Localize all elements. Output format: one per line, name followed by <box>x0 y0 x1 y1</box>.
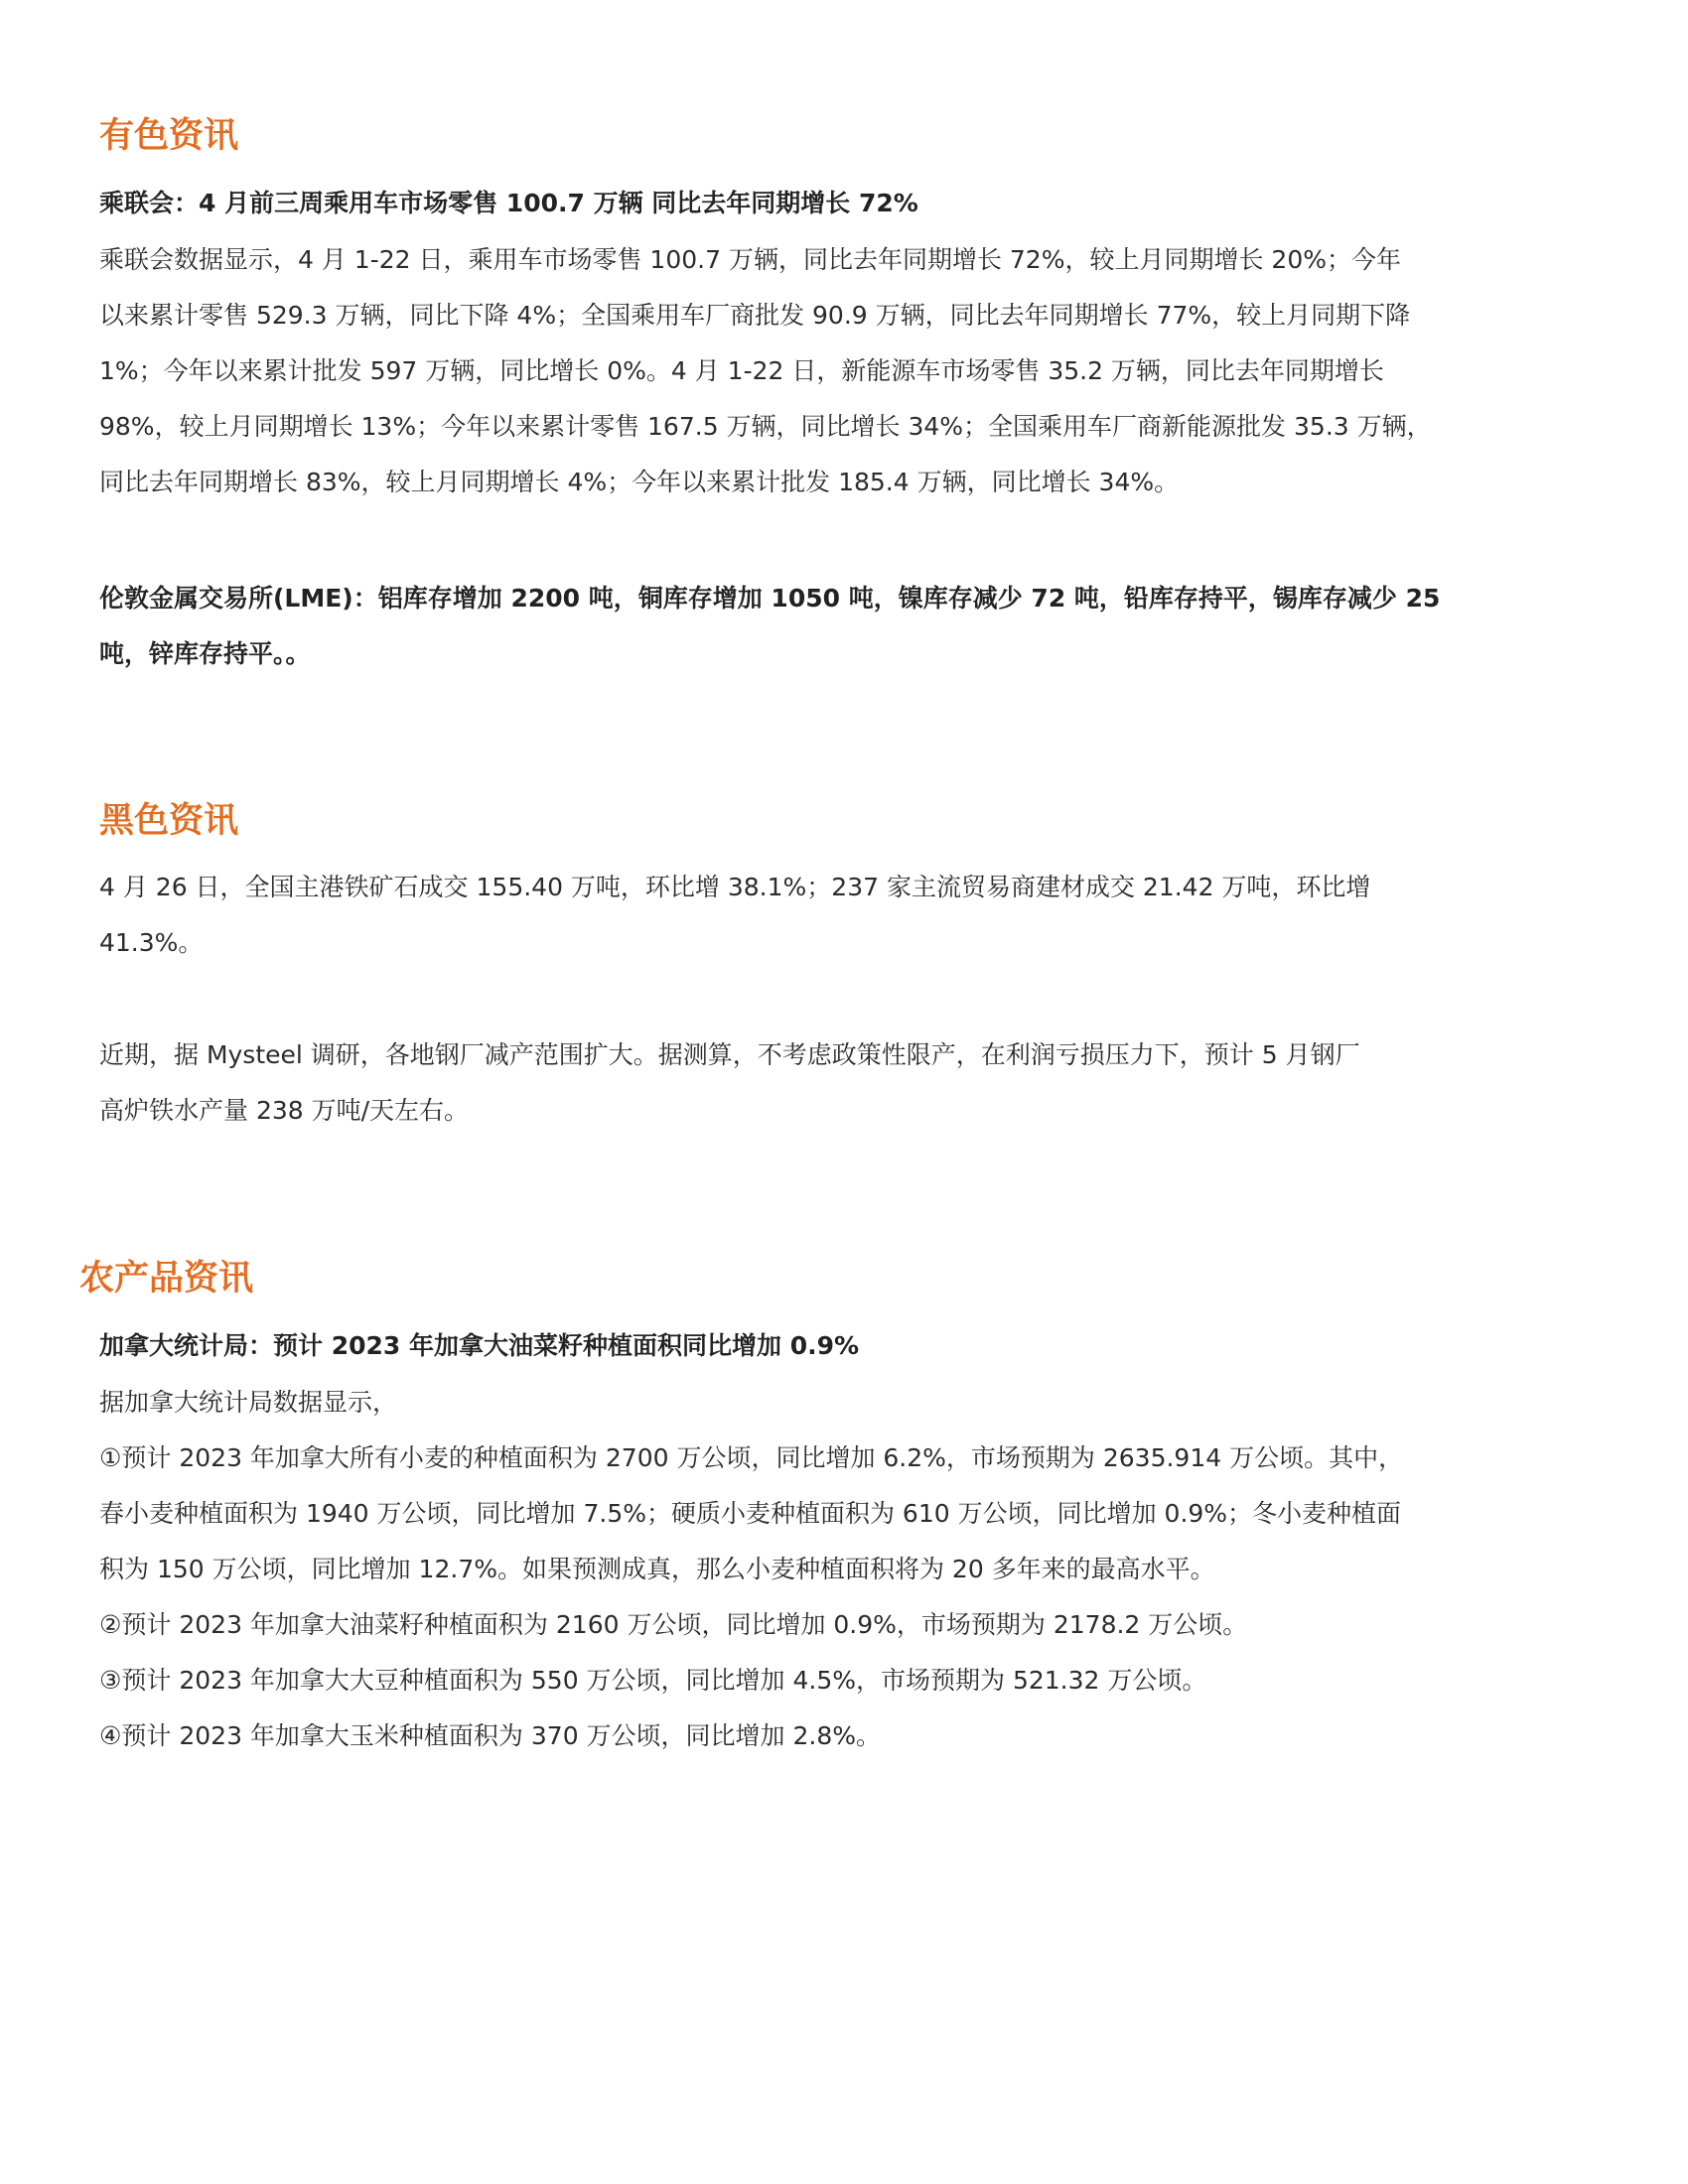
section-title-agri: 农产品资讯 <box>79 1259 254 1298</box>
paragraph-statcan <box>99 1375 1569 1764</box>
text-line: 吨，锌库存持平。。 <box>99 639 311 668</box>
paragraph-cpca <box>99 232 1569 510</box>
headline-statcan: 加拿大统计局：预计 2023 年加拿大油菜籽种植面积同比增加 0.9% <box>99 1331 860 1360</box>
text-line: ④预计 2023 年加拿大玉米种植面积为 370 万公顷，同比增加 2.8%。 <box>99 1721 882 1750</box>
text-line: 乘联会数据显示，4 月 1-22 日，乘用车市场零售 100.7 万辆，同比去年同期增长 72%，较上月同期增长 20%；今年 <box>99 245 1401 274</box>
section-title-nonferrous: 有色资讯 <box>99 116 239 156</box>
text-line: 近期，据 Mysteel 调研，各地钢厂减产范围扩大。据测算，不考虑政策性限产，在利润亏损压力下，预计 5 月钢厂 <box>99 1040 1360 1069</box>
text-line: 积为 150 万公顷，同比增加 12.7%。如果预测成真，那么小麦种植面积将为 20 多年来的最高水平。 <box>99 1555 1215 1583</box>
text-line: 以来累计零售 529.3 万辆，同比下降 4%；全国乘用车厂商批发 90.9 万辆，同比去年同期增长 77%，较上月同期下降 <box>99 301 1411 330</box>
paragraph-mysteel <box>99 1027 1569 1139</box>
paragraph-lme <box>99 571 1569 682</box>
text-line: ③预计 2023 年加拿大大豆种植面积为 550 万公顷，同比增加 4.5%，市场预期为 521.32 万公顷。 <box>99 1666 1207 1695</box>
text-line: 春小麦种植面积为 1940 万公顷，同比增加 7.5%；硬质小麦种植面积为 610 万公顷，同比增加 0.9%；冬小麦种植面 <box>99 1499 1402 1528</box>
text-line: 41.3%。 <box>99 928 204 957</box>
text-line: 同比去年同期增长 83%，较上月同期增长 4%；今年以来累计批发 185.4 万辆，同比增长 34%。 <box>99 468 1180 496</box>
text-line: 据加拿大统计局数据显示， <box>99 1388 398 1417</box>
text-line: 伦敦金属交易所(LME)：铝库存增加 2200 吨，铜库存增加 1050 吨，镍库存减少 72 吨，铅库存持平，锡库存减少 25 <box>99 584 1441 613</box>
text-line: 98%，较上月同期增长 13%；今年以来累计零售 167.5 万辆，同比增长 34%；全国乘用车厂商新能源批发 35.3 万辆， <box>99 412 1432 441</box>
headline-cpca: 乘联会：4 月前三周乘用车市场零售 100.7 万辆 同比去年同期增长 72% <box>99 189 918 217</box>
text-line: ①预计 2023 年加拿大所有小麦的种植面积为 2700 万公顷，同比增加 6.2%，市场预期为 2635.914 万公顷。其中， <box>99 1443 1404 1472</box>
text-line: 4 月 26 日，全国主港铁矿石成交 155.40 万吨，环比增 38.1%；237 家主流贸易商建材成交 21.42 万吨，环比增 <box>99 873 1371 901</box>
text-line: 高炉铁水产量 238 万吨/天左右。 <box>99 1096 470 1125</box>
section-title-ferrous: 黑色资讯 <box>99 801 239 841</box>
text-line: 1%；今年以来累计批发 597 万辆，同比增长 0%。4 月 1-22 日，新能源车市场零售 35.2 万辆，同比去年同期增长 <box>99 356 1384 385</box>
paragraph-iron-ore <box>99 860 1569 971</box>
text-line: ②预计 2023 年加拿大油菜籽种植面积为 2160 万公顷，同比增加 0.9%，市场预期为 2178.2 万公顷。 <box>99 1610 1248 1639</box>
